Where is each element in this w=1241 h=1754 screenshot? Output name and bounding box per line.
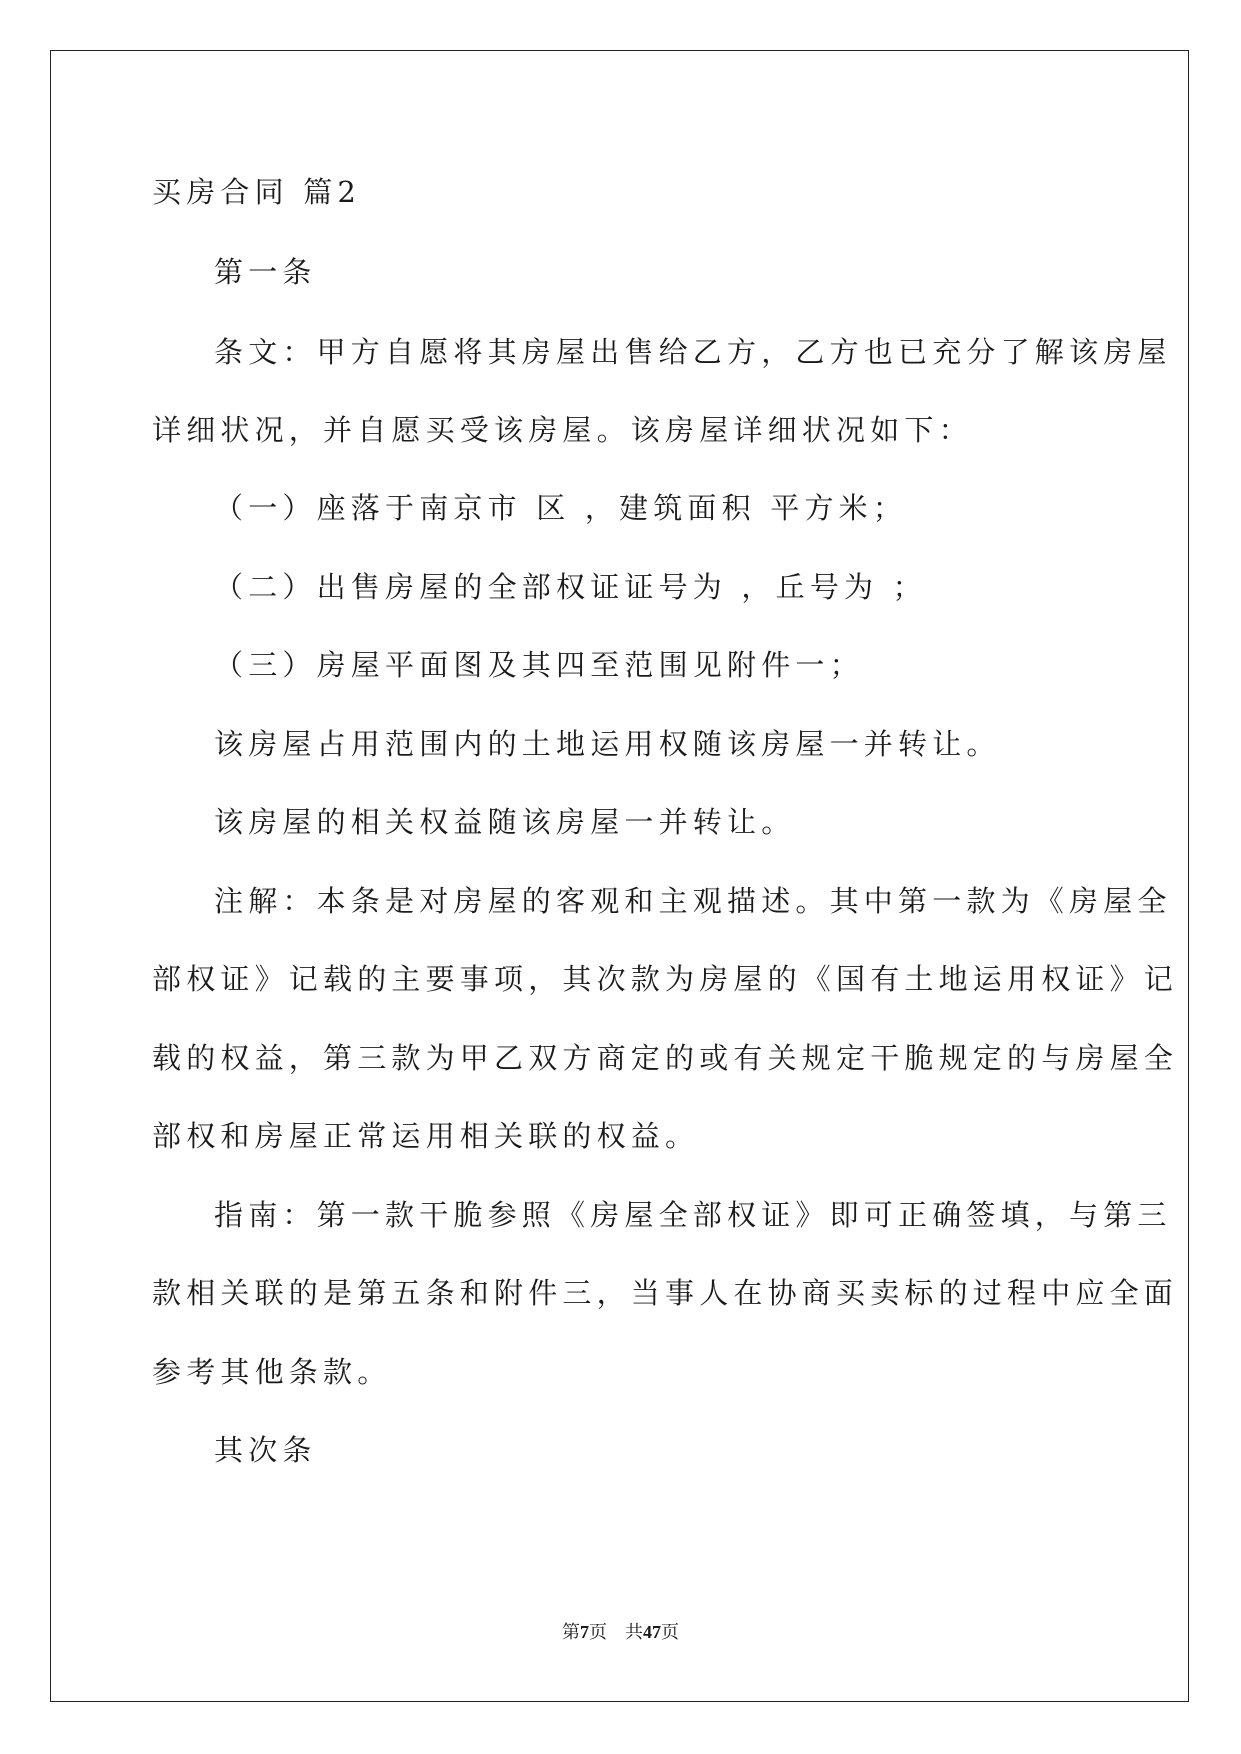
- paragraph-line: 该房屋的相关权益随该房屋一并转让。: [214, 805, 796, 839]
- paragraph-line: 注解：本条是对房屋的客观和主观描述。其中第一款为《房屋全: [214, 884, 1172, 918]
- paragraph-line: 指南：第一款干脆参照《房屋全部权证》即可正确签填，与第三: [214, 1198, 1172, 1232]
- paragraph-line: 参考其他条款。: [152, 1355, 392, 1389]
- paragraph-line: 部权和房屋正常运用相关联的权益。: [152, 1119, 700, 1153]
- paragraph-line: （一）座落于南京市 区 ，建筑面积 平方米；: [214, 491, 908, 525]
- paragraph-line: （三）房屋平面图及其四至范围见附件一；: [214, 648, 864, 682]
- footer-total-prefix: 共: [625, 1622, 643, 1642]
- paragraph-line: 其次条: [214, 1433, 317, 1467]
- document-heading: 买房合同 篇2: [152, 175, 362, 209]
- page-footer: [0, 1620, 1241, 1644]
- footer-current-page: 7: [580, 1622, 589, 1642]
- paragraph-line: 款相关联的是第五条和附件三，当事人在协商买卖标的过程中应全面: [152, 1276, 1179, 1310]
- paragraph-line: （二）出售房屋的全部权证证号为 ，丘号为 ；: [214, 570, 927, 604]
- paragraph-line: 该房屋占用范围内的土地运用权随该房屋一并转让。: [214, 727, 1001, 761]
- paragraph-line: 条文：甲方自愿将其房屋出售给乙方，乙方也已充分了解该房屋: [214, 335, 1172, 369]
- paragraph-line: 部权证》记载的主要事项，其次款为房屋的《国有土地运用权证》记: [152, 962, 1179, 996]
- paragraph-line: 详细状况，并自愿买受该房屋。该房屋详细状况如下：: [152, 413, 973, 447]
- footer-page-suffix: 页: [589, 1622, 607, 1642]
- paragraph-line: 第一条: [214, 255, 317, 289]
- footer-total-suffix: 页: [661, 1622, 679, 1642]
- paragraph-line: 载的权益，第三款为甲乙双方商定的或有关规定干脆规定的与房屋全: [152, 1041, 1179, 1075]
- footer-total-pages: 47: [643, 1622, 661, 1642]
- footer-prefix: 第: [562, 1622, 580, 1642]
